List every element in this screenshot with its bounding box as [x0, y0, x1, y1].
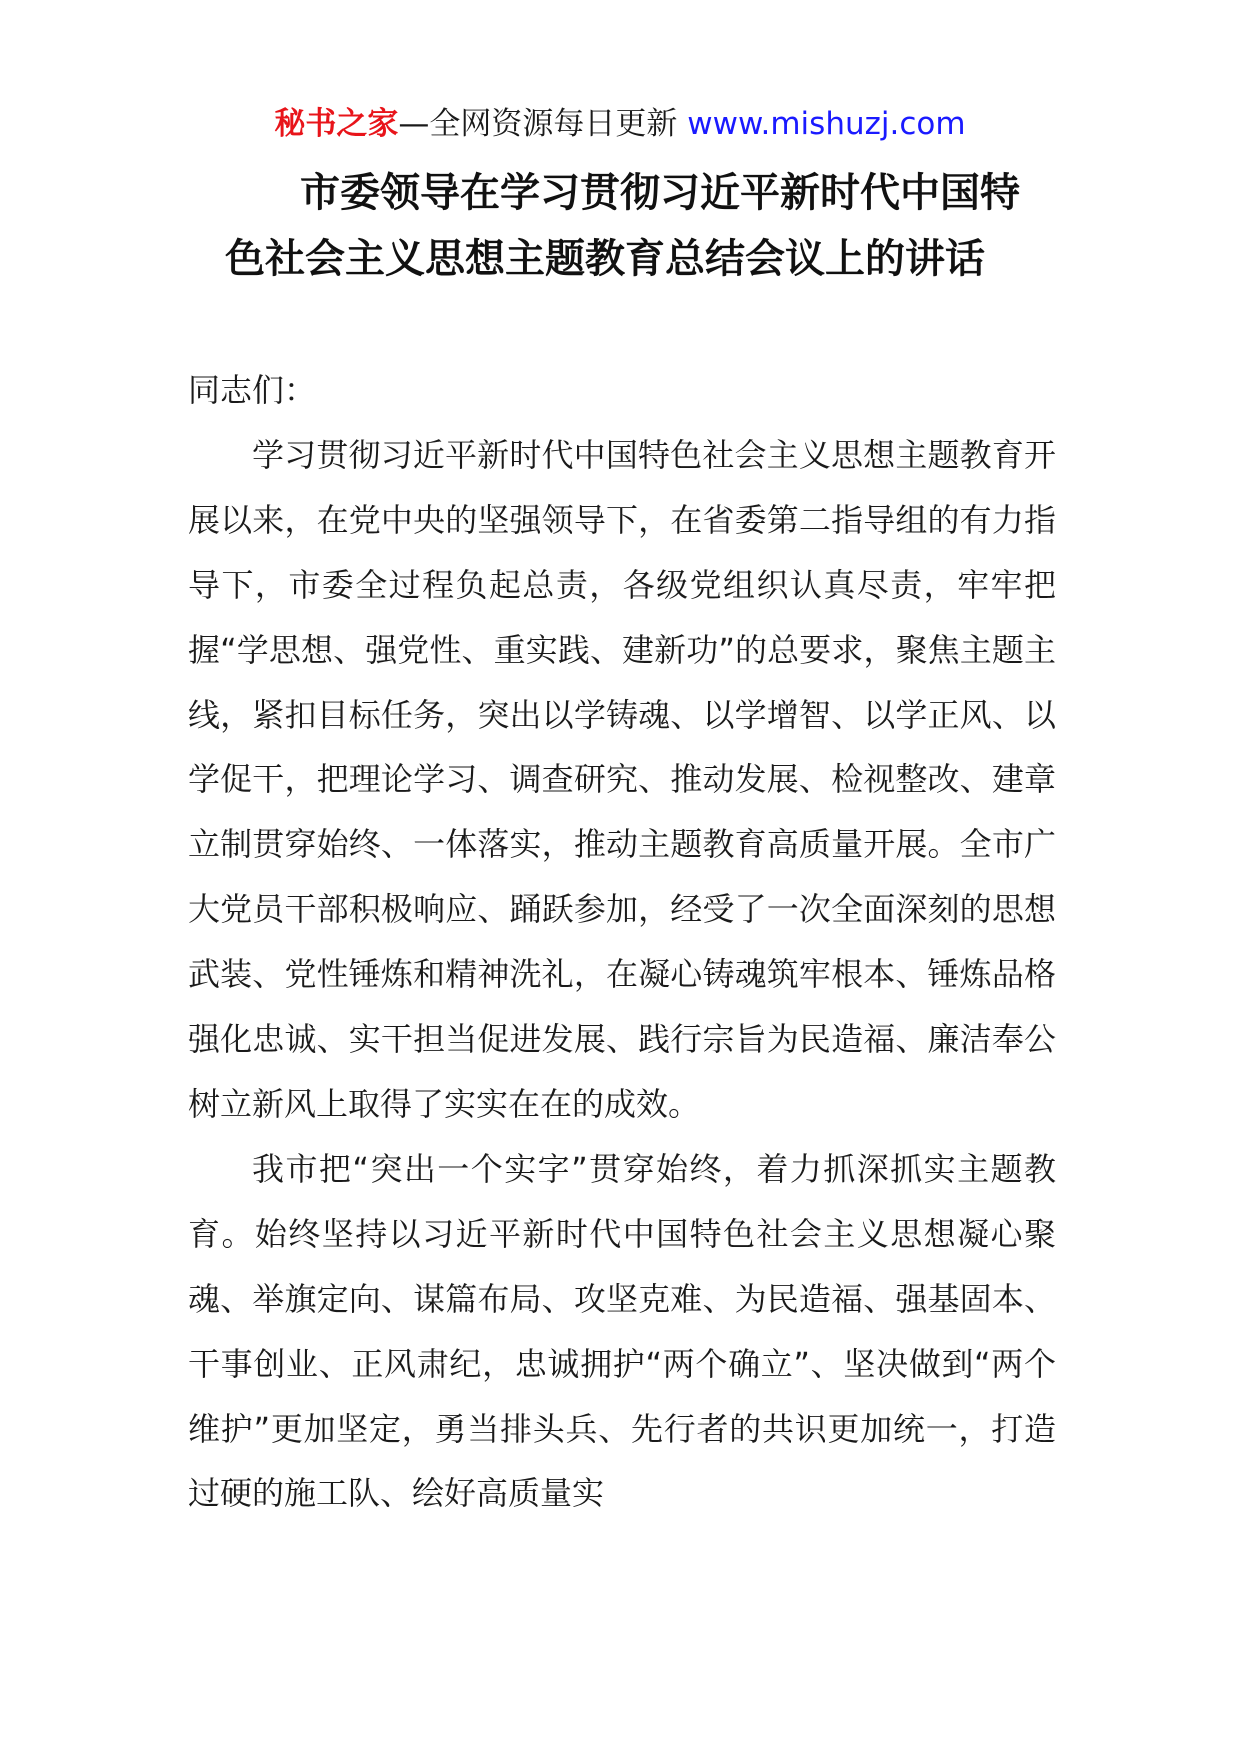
site-header: [0, 102, 1240, 146]
body-paragraph-1: 学习贯彻习近平新时代中国特色社会主义思想主题教育开展以来，在党中央的坚强领导下，在省委第二指导组的有力指导下，市委全过程负起总责，各级党组织认真尽责，牢牢把握“学思想、强党性、重实践、建新功”的总要求，聚焦主题主线，紧扣目标任务，突出以学铸魂、以学增智、以学正风、以学促干，把理论学习、调查研究、推动发展、检视整改、建章立制贯穿始终、一体落实，推动主题教育高质量开展。全市广大党员干部积极响应、踊跃参加，经受了一次全面深刻的思想武装、党性锤炼和精神洗礼，在凝心铸魂筑牢根本、锤炼品格强化忠诚、实干担当促进发展、践行宗旨为民造福、廉洁奉公树立新风上取得了实实在在的成效。: [188, 435, 1056, 1123]
brand-name: 秘书之家: [274, 106, 399, 142]
document-title-line-1: 市委领导在学习贯彻习近平新时代中国特: [300, 170, 1020, 216]
salutation: 同志们：: [188, 371, 317, 409]
body-paragraph-2: 我市把“突出一个实字”贯穿始终，着力抓深抓实主题教育。始终坚持以习近平新时代中国特色社会主义思想凝心聚魂、举旗定向、谋篇布局、攻坚克难、为民造福、强基固本、干事创业、正风肃纪，忠诚拥护“两个确立”、坚决做到“两个维护”更加坚定，勇当排头兵、先行者的共识更加统一，打造过硬的施工队、绘好高质量实: [188, 1149, 1056, 1513]
site-slogan: —全网资源每日更新: [398, 106, 688, 142]
document-body: [188, 358, 1056, 1526]
document-title-line-2: 色社会主义思想主题教育总结会议上的讲话: [225, 236, 985, 282]
site-url-link[interactable]: www.mishuzj.com: [687, 106, 966, 142]
